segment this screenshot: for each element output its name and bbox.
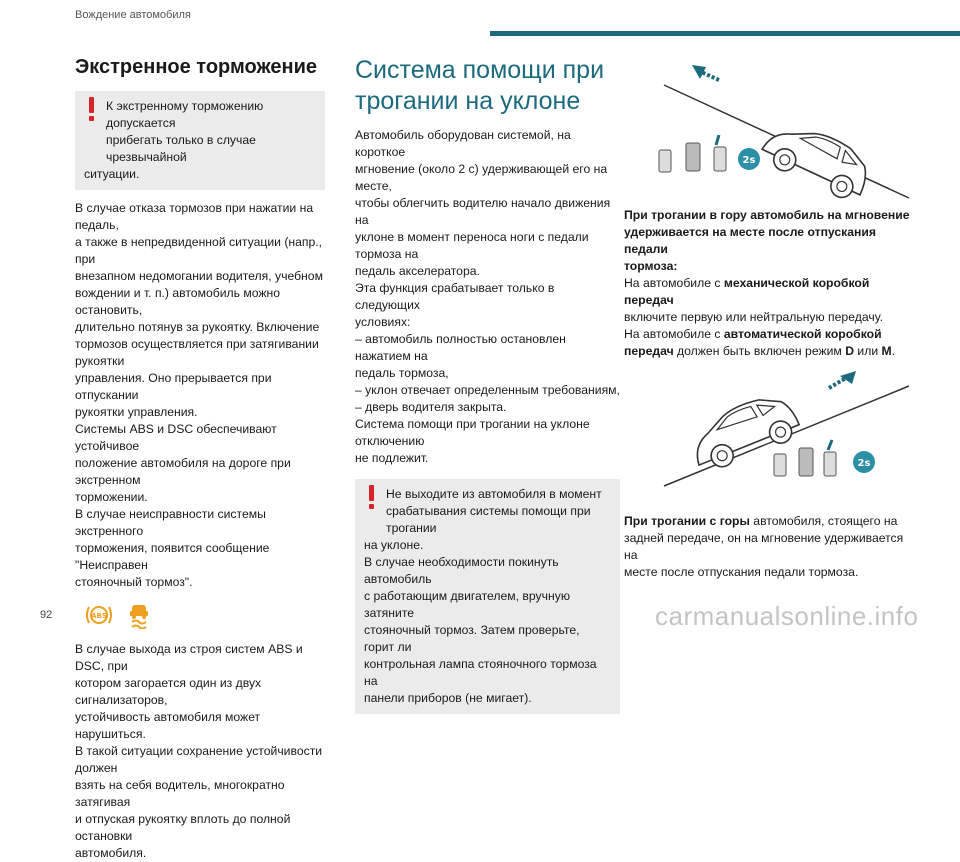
text-line: не подлежит. bbox=[355, 451, 429, 465]
text-line: В такой ситуации сохранение устойчивости должен bbox=[75, 744, 323, 775]
uphill-text bbox=[624, 207, 914, 360]
text-line: Эта функция срабатывает только в следующих bbox=[355, 281, 555, 312]
text-line: удерживается на месте после отпускания педали bbox=[624, 225, 877, 256]
note-line: с работающим двигателем, вручную затяните bbox=[364, 589, 570, 620]
text-line: устойчивость автомобиля может нарушиться. bbox=[75, 710, 261, 741]
note-line: К экстренному торможению допускается bbox=[106, 99, 264, 130]
text-line: – уклон отвечает определенным требованиям, bbox=[355, 383, 620, 397]
text-line: включите первую или нейтральную передачу. bbox=[624, 310, 883, 324]
note-line: на уклоне. bbox=[364, 538, 424, 552]
text-line: длительно потянув за рукоятку. Включение bbox=[75, 320, 320, 334]
text-line: – дверь водителя закрыта. bbox=[355, 400, 507, 414]
uphill-car-illustration bbox=[624, 55, 914, 200]
note-line: прибегать только в случае чрезвычайной bbox=[106, 133, 256, 164]
arrow-up-left-icon bbox=[692, 65, 719, 80]
svg-text:2s: 2s bbox=[742, 155, 756, 166]
text-line: уклоне в момент переноса ноги с педали тормоза на bbox=[355, 230, 589, 261]
text-line: мгновение (около 2 с) удерживающей его на месте, bbox=[355, 162, 608, 193]
text-line: рукоятки управления. bbox=[75, 405, 198, 419]
section-title-emergency-braking: Экстренное торможение bbox=[75, 56, 318, 78]
text-line: тормоза: bbox=[624, 259, 678, 273]
timer-2s-icon bbox=[853, 451, 875, 473]
note-line: Не выходите из автомобиля в момент bbox=[386, 487, 602, 501]
text-line: торможении. bbox=[75, 490, 148, 504]
text-line: торможения, появится сообщение "Неисправен bbox=[75, 541, 270, 572]
text-line: месте после отпускания педали тормоза. bbox=[624, 565, 859, 579]
warning-note bbox=[355, 479, 620, 714]
pedals-icon bbox=[774, 440, 836, 476]
text-line: условиях: bbox=[355, 315, 411, 329]
text-line: На автомобиле с механической коробкой передач bbox=[624, 276, 870, 307]
text-line: При трогании в гору автомобиль на мгновение bbox=[624, 208, 910, 222]
text-line: В случае выхода из строя систем ABS и DSC, при bbox=[75, 642, 303, 673]
note-line: В случае необходимости покинуть автомобиль bbox=[364, 555, 559, 586]
title-line: Система помощи при bbox=[355, 56, 605, 84]
svg-text:ABS: ABS bbox=[91, 612, 107, 620]
paragraph-emergency bbox=[75, 200, 325, 591]
text-line: автомобиля. bbox=[75, 846, 147, 860]
text-line: чтобы облегчить водителю начало движения на bbox=[355, 196, 611, 227]
note-line: срабатывания системы помощи при трогании bbox=[386, 504, 591, 535]
text-line: вождении и т. п.) автомобиль можно остановить, bbox=[75, 286, 281, 317]
paragraph-abs-dsc bbox=[75, 641, 325, 862]
text-line: В случае отказа тормозов при нажатии на педаль, bbox=[75, 201, 314, 232]
section-title-hill-start bbox=[355, 55, 620, 117]
text-line: В случае неисправности системы экстренного bbox=[75, 507, 266, 538]
text-line: управления. Оно прерывается при отпускании bbox=[75, 371, 272, 402]
column-hill-start-assist bbox=[355, 55, 620, 724]
warning-note bbox=[75, 91, 325, 190]
watermark: carmanualsonline.info bbox=[655, 601, 919, 631]
text-line: При трогании с горы автомобиля, стоящего на bbox=[624, 514, 898, 528]
text-line: взять на себя водитель, многократно затягивая bbox=[75, 778, 285, 809]
text-line: котором загорается один из двух сигнализаторов, bbox=[75, 676, 262, 707]
timer-2s-icon bbox=[738, 148, 760, 170]
text-line: Системы ABS и DSC обеспечивают устойчивое bbox=[75, 422, 277, 453]
note-line: панели приборов (не мигает). bbox=[364, 691, 532, 705]
text-line: Система помощи при трогании на уклоне отключению bbox=[355, 417, 590, 448]
downhill-text bbox=[624, 513, 914, 581]
title-line: трогании на уклоне bbox=[355, 87, 581, 115]
text-line: На автомобиле с автоматической коробкой bbox=[624, 327, 882, 341]
text-line: стояночный тормоз". bbox=[75, 575, 193, 589]
text-line: педаль акселератора. bbox=[355, 264, 480, 278]
text-line: задней передаче, он на мгновение удерживается на bbox=[624, 531, 904, 562]
paragraph-hill-start bbox=[355, 127, 620, 467]
dsc-warning-icon bbox=[127, 603, 151, 629]
text-line: внезапном недомогании водителя, учебном bbox=[75, 269, 323, 283]
text-line: – автомобиль полностью остановлен нажатием на bbox=[355, 332, 566, 363]
column-emergency-braking bbox=[75, 55, 325, 862]
exclamation-icon bbox=[84, 97, 98, 123]
note-line: ситуации. bbox=[84, 167, 140, 181]
warning-lamps bbox=[85, 603, 325, 629]
text-line: и отпуская рукоятку вплоть до полной остановки bbox=[75, 812, 291, 843]
text-line: положение автомобиля на дороге при экстренном bbox=[75, 456, 291, 487]
arrow-up-right-icon bbox=[829, 371, 856, 388]
text-line: педаль тормоза, bbox=[355, 366, 449, 380]
text-line: а также в непредвиденной ситуации (напр., при bbox=[75, 235, 323, 266]
page-number: 92 bbox=[40, 609, 53, 621]
text-line: Автомобиль оборудован системой, на короткое bbox=[355, 128, 571, 159]
note-line: контрольная лампа стояночного тормоза на bbox=[364, 657, 597, 688]
text-line: передач должен быть включен режим D или M. bbox=[624, 344, 896, 358]
pedals-icon bbox=[659, 135, 726, 172]
column-illustrations bbox=[624, 55, 914, 581]
note-line: стояночный тормоз. Затем проверьте, горит ли bbox=[364, 623, 580, 654]
header-accent-bar bbox=[490, 31, 960, 36]
svg-text:2s: 2s bbox=[857, 458, 871, 469]
abs-warning-icon bbox=[85, 603, 113, 627]
running-header: Вождение автомобиля bbox=[75, 9, 191, 21]
downhill-car-illustration bbox=[624, 366, 914, 506]
exclamation-icon bbox=[364, 485, 378, 511]
text-line: тормозов осуществляется при затягивании рукоятки bbox=[75, 337, 319, 368]
